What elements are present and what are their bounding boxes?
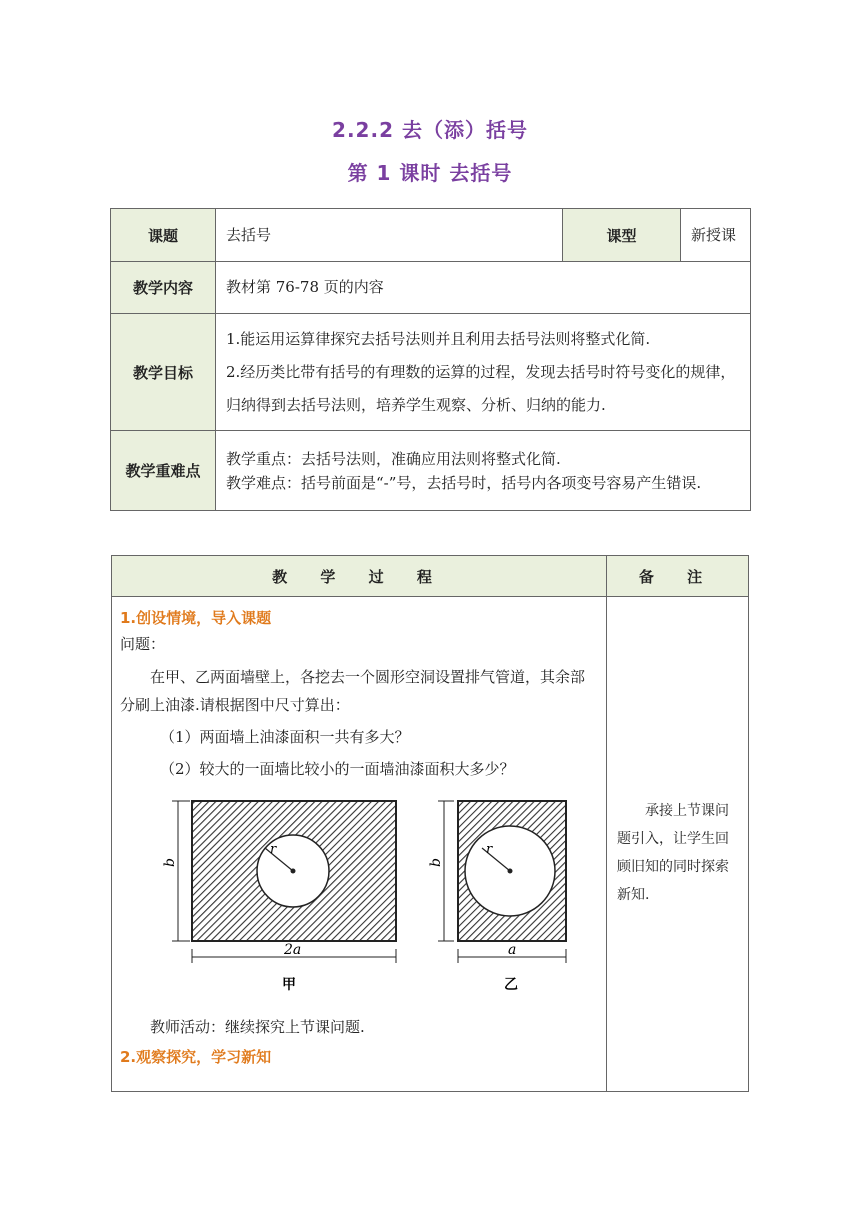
width-label-right: a	[508, 942, 517, 958]
teacher-activity: 教师活动：继续探究上节课问题.	[150, 1018, 365, 1036]
type-label: 课型	[563, 209, 681, 262]
goal-1: 1.能运用运算律探究去括号法则并且利用去括号法则将整式化简.	[226, 329, 651, 348]
lesson-info-table	[110, 208, 751, 511]
height-label-right: b	[428, 858, 444, 867]
key-label: 教学重难点	[111, 431, 216, 511]
wall-yi	[428, 801, 566, 993]
question-2: （2）较大的一面墙比较小的一面墙油漆面积大多少？	[160, 760, 515, 778]
content-value: 教材第 76-78 页的内容	[216, 262, 751, 314]
note-cell	[607, 597, 749, 1092]
type-value: 新授课	[681, 209, 751, 262]
key-cell	[216, 431, 751, 511]
teaching-process-table	[111, 555, 749, 1092]
goal-cell	[216, 314, 751, 431]
goal-2: 2.经历类比带有括号的有理数的运算的过程，发现去括号时符号变化的规律，归纳得到去括号法则，培养学生观察、分析、归纳的能力.	[226, 362, 736, 414]
question-1: （1）两面墙上油漆面积一共有多大？	[160, 728, 410, 746]
note-header: 备 注	[607, 556, 749, 597]
topic-value: 去括号	[216, 209, 563, 262]
page-subtitle: 第 1 课时 去括号	[347, 161, 513, 185]
process-header: 教 学 过 程	[112, 556, 607, 597]
wall-figure	[160, 793, 580, 997]
radius-label-left: r	[270, 842, 277, 857]
section-2-title: 2.观察探究，学习新知	[120, 1048, 272, 1066]
question-text: 在甲、乙两面墙壁上，各挖去一个圆形空洞设置排气管道，其余部分刷上油漆.请根据图中尺寸算出：	[120, 668, 586, 714]
width-label-left: 2a	[284, 942, 302, 958]
note-text: 承接上节课问题引入，让学生回顾旧知的同时探索新知.	[617, 803, 729, 903]
question-label: 问题：	[120, 635, 166, 653]
process-cell	[112, 597, 607, 1092]
content-label: 教学内容	[111, 262, 216, 314]
label-yi: 乙	[504, 977, 518, 993]
label-jia: 甲	[282, 977, 296, 993]
goal-label: 教学目标	[111, 314, 216, 431]
height-label-left: b	[162, 858, 178, 867]
wall-jia	[162, 801, 396, 993]
key-point: 教学重点：去括号法则，准确应用法则将整式化简.	[226, 449, 561, 468]
topic-label: 课题	[111, 209, 216, 262]
difficulty: 教学难点：括号前面是“-”号，去括号时，括号内各项变号容易产生错误.	[226, 473, 702, 492]
section-1-title: 1.创设情境，导入课题	[120, 609, 272, 627]
radius-label-right: r	[486, 842, 493, 857]
page-title: 2.2.2 去（添）括号	[332, 118, 528, 142]
